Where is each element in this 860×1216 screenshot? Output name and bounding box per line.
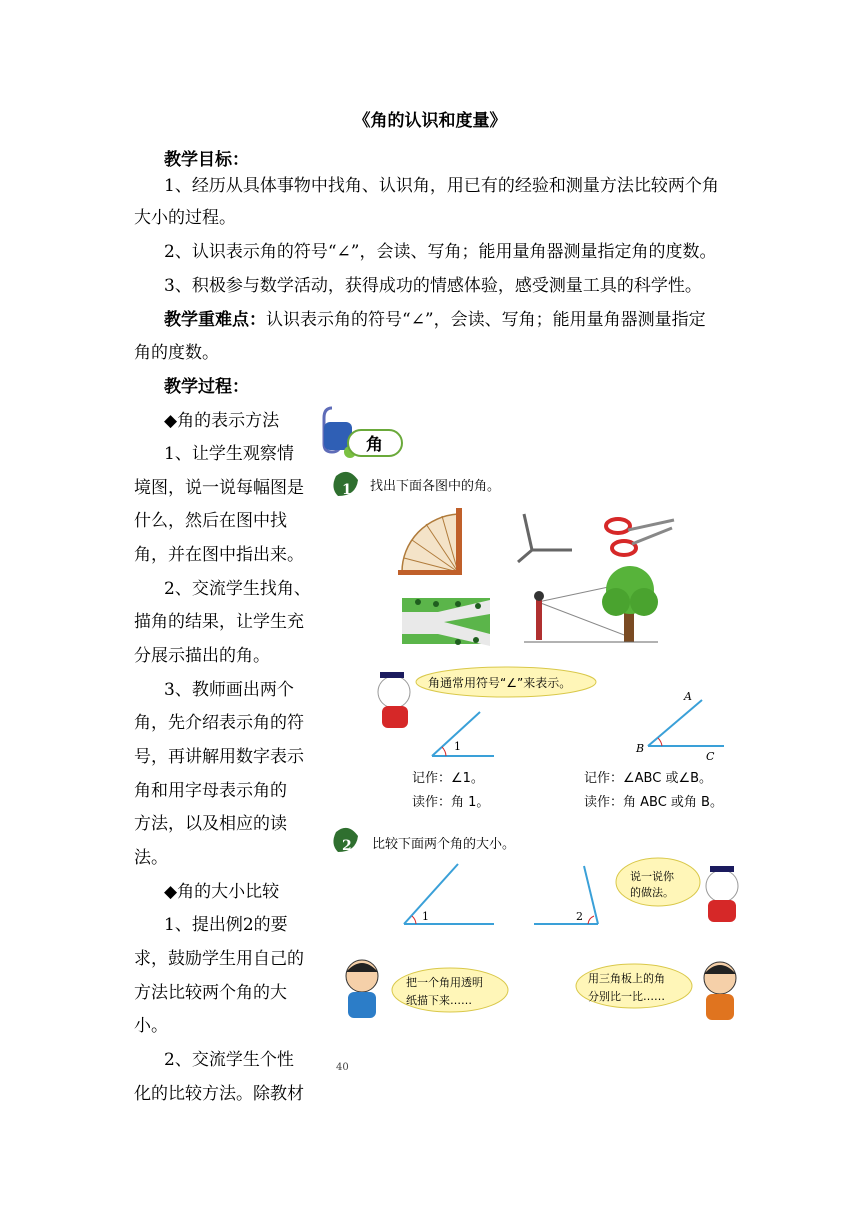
compare-2-line-2: 化的比较方法。除教材 [134, 1084, 304, 1104]
process-heading: 教学过程： [164, 377, 249, 397]
write-angle-abc: 记作：∠ABC 或∠B。 [584, 771, 713, 786]
read-angle-1: 读作：角 1。 [412, 795, 490, 810]
compare-angle-2-label: 2 [576, 910, 583, 923]
compare-1-line-1: 1、提出例2的要 [164, 915, 288, 935]
angle-1-label: 1 [454, 740, 461, 753]
point-c-label: C [706, 750, 715, 763]
step-2-line-2: 描角的结果，让学生充 [134, 612, 304, 632]
speech-bubble-1-text: 角通常用符号“∠”来表示。 [428, 676, 572, 690]
step-3-line-5: 方法，以及相应的读 [134, 814, 287, 834]
speech-bubble-3-line-1: 把一个角用透明 [406, 976, 483, 989]
compare-angle-2 [534, 866, 598, 924]
step-3-line-3: 号，再讲解用数字表示 [134, 747, 304, 767]
goal-3: 3、积极参与数学活动，获得成功的情感体验，感受测量工具的科学性。 [164, 276, 702, 296]
point-a-label: A [684, 690, 692, 703]
compare-1-line-2: 求，鼓励学生用自己的 [134, 949, 304, 969]
key-points-label: 教学重难点： [164, 310, 266, 330]
page-title: 《角的认识和度量》 [353, 111, 507, 131]
tree-picture [524, 566, 658, 642]
teacher-character [378, 672, 410, 728]
compare-angle-1-label: 1 [422, 910, 429, 923]
tripod-picture [518, 514, 572, 562]
read-angle-abc: 读作：角 ABC 或角 B。 [584, 795, 723, 810]
key-points [164, 308, 706, 332]
compare-1-line-3: 方法比较两个角的大 [134, 983, 287, 1003]
step-2-line-3: 分展示描出的角。 [134, 646, 270, 666]
goals-heading: 教学目标： [164, 150, 249, 170]
step-3-line-4: 角和用字母表示角的 [134, 781, 287, 801]
speech-bubble-2-line-1: 说一说你 [630, 870, 674, 883]
speech-bubble-2-line-2: 的做法。 [630, 886, 674, 899]
section-heading-angle-compare: ◆角的大小比较 [164, 882, 280, 902]
compare-angle-1 [404, 864, 494, 924]
compare-2-line-1: 2、交流学生个性 [164, 1050, 294, 1070]
write-angle-1: 记作：∠1。 [412, 771, 484, 786]
exercise-1-text: 找出下面各图中的角。 [370, 479, 501, 494]
exercise-2-number: 2 [342, 838, 352, 854]
textbook-page-number: 40 [336, 1062, 349, 1073]
angle-1-figure [432, 712, 494, 756]
scissors-picture [606, 519, 674, 555]
key-points-cont: 角的度数。 [134, 343, 219, 363]
exercise-2-text: 比较下面两个角的大小。 [372, 837, 516, 852]
section-tag: 角 [366, 435, 383, 455]
key-points-text: 认识表示角的符号“∠”，会读、写角；能用量角器测量指定 [266, 310, 706, 330]
bunny-character [706, 866, 738, 922]
step-1-line-4: 角，并在图中指出来。 [134, 545, 304, 565]
speech-bubble-4-line-1: 用三角板上的角 [588, 972, 665, 985]
boy-character-right [704, 962, 736, 1020]
point-b-label: B [636, 742, 645, 755]
step-2-line-1: 2、交流学生找角、 [164, 579, 311, 599]
fan-picture [398, 508, 462, 575]
boy-character-left [346, 960, 378, 1018]
step-3-line-1: 3、教师画出两个 [164, 680, 294, 700]
compare-1-line-4: 小。 [134, 1016, 168, 1036]
goal-1-line-a: 1、经历从具体事物中找角、认识角，用已有的经验和测量方法比较两个角 [164, 176, 719, 196]
road-picture [402, 598, 490, 646]
textbook-figure [318, 402, 776, 1082]
step-1-line-3: 什么，然后在图中找 [134, 511, 287, 531]
goal-2: 2、认识表示角的符号“∠”，会读、写角；能用量角器测量指定角的度数。 [164, 242, 717, 262]
step-3-line-6: 法。 [134, 848, 168, 868]
goal-1-line-b: 大小的过程。 [134, 208, 236, 228]
speech-bubble-3-line-2: 纸描下来…… [406, 994, 472, 1007]
section-heading-angle-notation: ◆角的表示方法 [164, 411, 280, 431]
angle-abc-figure [648, 700, 724, 746]
step-1-line-1: 1、让学生观察情 [164, 444, 294, 464]
step-1-line-2: 境图，说一说每幅图是 [134, 478, 304, 498]
step-3-line-2: 角，先介绍表示角的符 [134, 713, 304, 733]
speech-bubble-4-line-2: 分别比一比…… [588, 990, 665, 1003]
exercise-1-number: 1 [342, 482, 352, 498]
